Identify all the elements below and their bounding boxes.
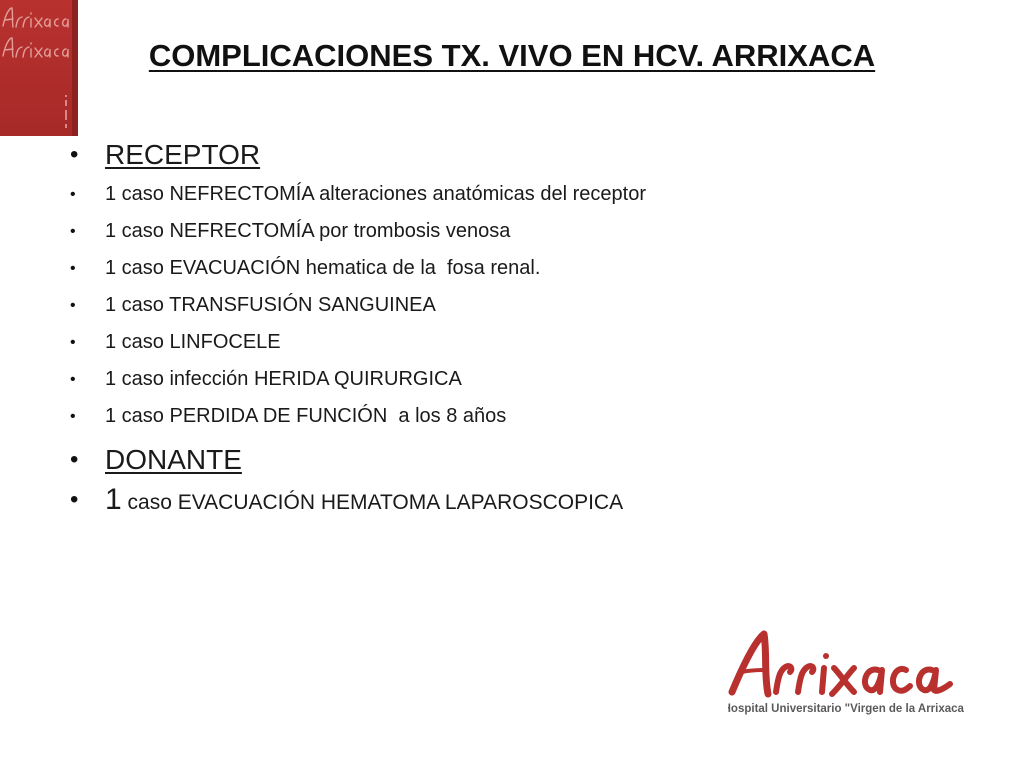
slide-title xyxy=(0,38,1024,74)
list-item xyxy=(70,213,950,250)
list-item xyxy=(70,287,950,324)
donante-item-number: 1 xyxy=(105,483,122,516)
receptor-item-text: 1 caso NEFRECTOMÍA por trombosis venosa xyxy=(105,220,511,242)
bullet-icon: • xyxy=(70,446,79,473)
bullet-icon: • xyxy=(70,486,79,513)
bullet-icon: • xyxy=(70,260,76,277)
list-item xyxy=(70,398,950,435)
bullet-list xyxy=(70,136,950,522)
arrixaca-logo xyxy=(728,628,964,720)
bullet-icon: • xyxy=(70,223,76,240)
bullet-icon: • xyxy=(70,186,76,203)
bullet-icon: • xyxy=(70,408,76,425)
donante-item-text: caso EVACUACIÓN HEMATOMA LAPAROSCOPICA xyxy=(121,491,624,514)
list-item xyxy=(70,324,950,361)
list-item-receptor-heading xyxy=(70,136,950,174)
receptor-item-text: 1 caso PERDIDA DE FUNCIÓN a los 8 años xyxy=(105,405,507,427)
donante-heading: DONANTE xyxy=(105,444,242,475)
arrixaca-wordmark-icon xyxy=(728,628,964,720)
receptor-heading: RECEPTOR xyxy=(105,139,261,170)
list-item-donante-heading xyxy=(70,441,950,479)
receptor-item-text: 1 caso infección HERIDA QUIRURGICA xyxy=(105,368,462,390)
list-item xyxy=(70,361,950,398)
arrixaca-logo-subtitle: Hospital Universitario "Virgen de la Arrixaca" xyxy=(728,703,964,715)
list-item-donante xyxy=(70,481,950,522)
bullet-icon: • xyxy=(70,371,76,388)
list-item xyxy=(70,250,950,287)
bullet-icon: • xyxy=(70,297,76,314)
receptor-item-text: 1 caso EVACUACIÓN hematica de la fosa renal. xyxy=(105,257,541,279)
list-item xyxy=(70,176,950,213)
receptor-item-text: 1 caso NEFRECTOMÍA alteraciones anatómicas del receptor xyxy=(105,183,646,205)
bullet-icon: • xyxy=(70,334,76,351)
receptor-item-text: 1 caso TRANSFUSIÓN SANGUINEA xyxy=(105,294,436,316)
bullet-icon: • xyxy=(70,141,79,168)
receptor-item-text: 1 caso LINFOCELE xyxy=(105,331,281,353)
slide-title-text: COMPLICACIONES TX. VIVO EN HCV. ARRIXACA xyxy=(148,38,876,73)
